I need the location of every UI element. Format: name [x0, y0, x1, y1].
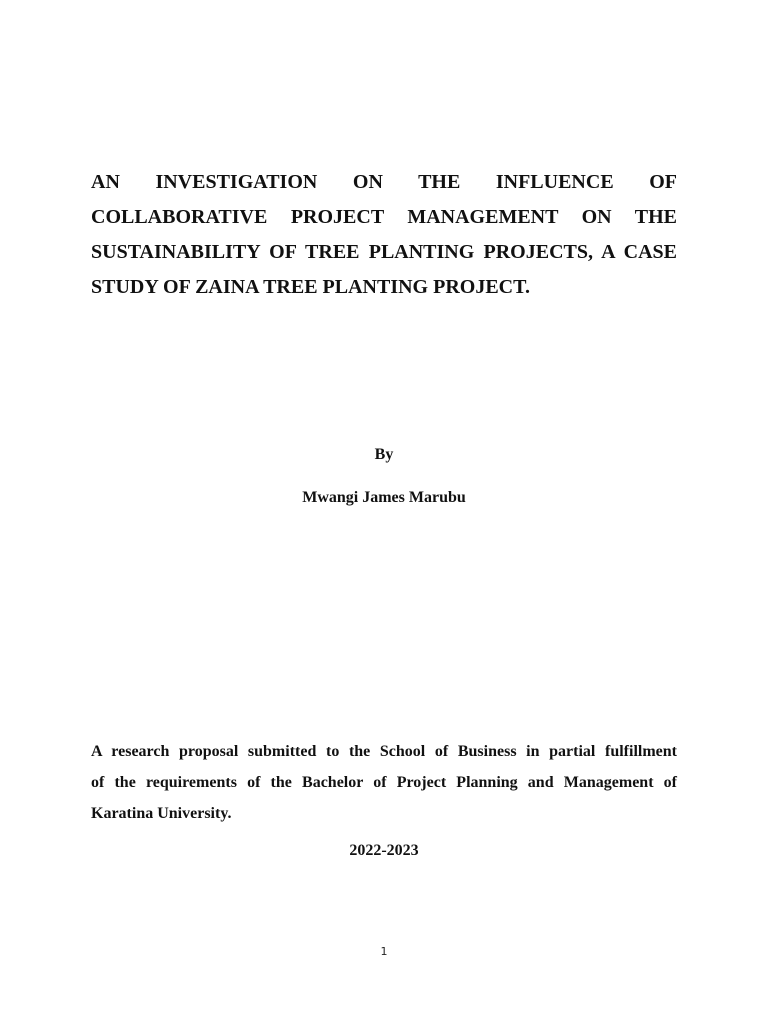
statement-line-2: of the requirements of the Bachelor of Project Planning and Management of [91, 774, 677, 791]
by-label: By [374, 446, 394, 463]
title-line-2: COLLABORATIVE PROJECT MANAGEMENT ON THE [91, 206, 677, 228]
title-line-3: SUSTAINABILITY OF TREE PLANTING PROJECTS, A CASE [91, 241, 677, 263]
title-line-1: AN INVESTIGATION ON THE INFLUENCE OF [91, 171, 677, 193]
author-name: Mwangi James Marubu [302, 489, 466, 506]
document-title [91, 165, 677, 305]
title-line-4: STUDY OF ZAINA TREE PLANTING PROJECT. [91, 276, 530, 298]
page-number: 1 [380, 945, 388, 958]
submission-statement [91, 736, 677, 829]
academic-years: 2022-2023 [349, 842, 419, 859]
statement-line-1: A research proposal submitted to the School of Business in partial fulfillment [91, 743, 677, 760]
statement-line-3: Karatina University. [91, 805, 232, 822]
